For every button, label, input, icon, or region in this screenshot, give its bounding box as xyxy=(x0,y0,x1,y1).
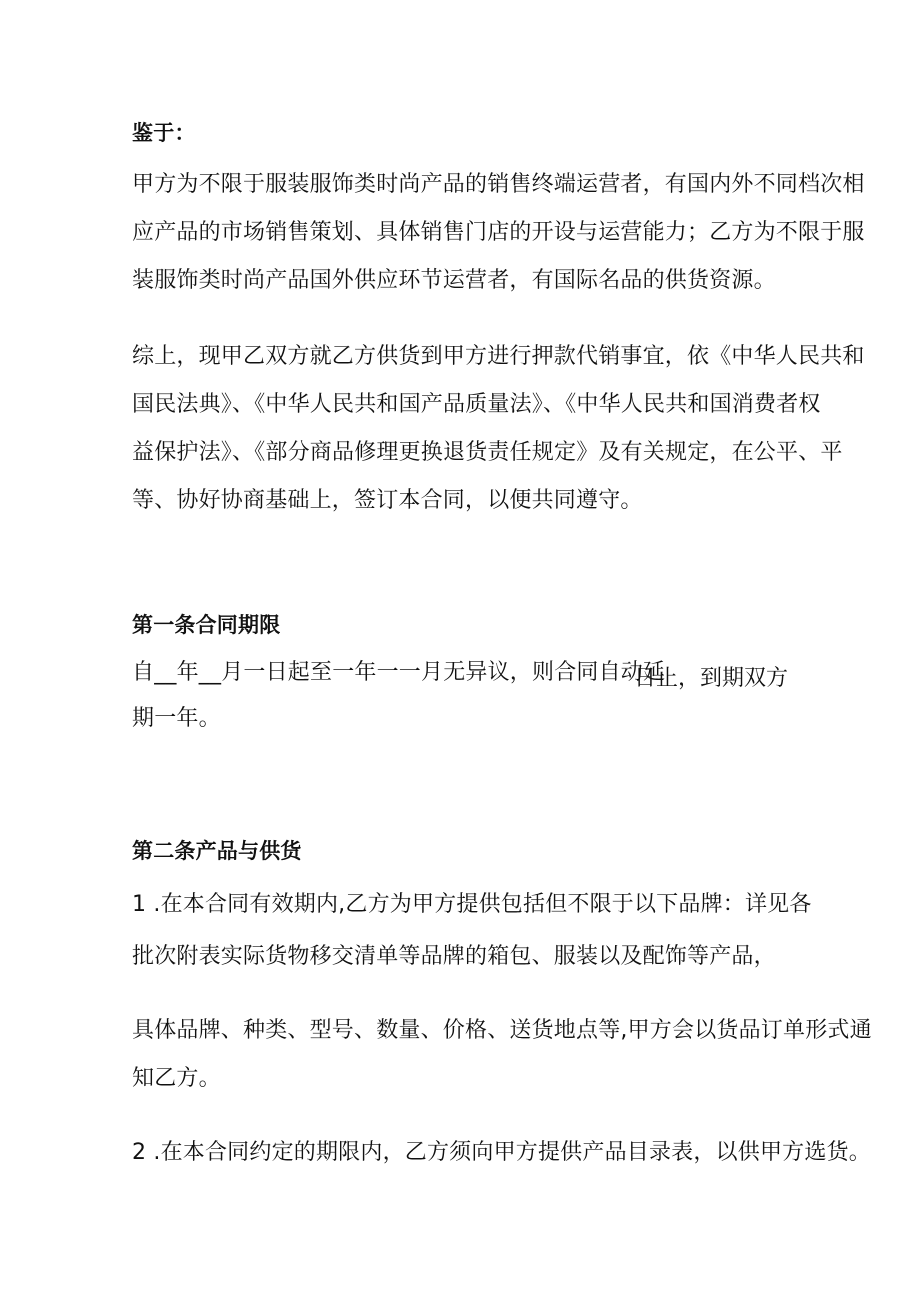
article1-line1-left: 自__年__月一日起至一年一一月无异议，则合同自动延 xyxy=(132,660,666,685)
preamble-para2-line4: 等、协好协商基础上，签订本合同，以便共同遵守。 xyxy=(132,488,643,513)
preamble-para1-line2: 应产品的市场销售策划、具体销售门店的开设与运营能力；乙方为不限于服 xyxy=(132,220,865,245)
preamble-para2-line2: 国民法典》、《中华人民共和国产品质量法》、《中华人民共和国消费者权 xyxy=(132,392,821,417)
article1-line1-right: 日止，到期双方 xyxy=(634,666,789,691)
article1-heading: 第一条合同期限 xyxy=(132,613,281,637)
article2-item1-line1: 1 .在本合同有效期内,乙方为甲方提供包括但不限于以下品牌：详见各 xyxy=(132,892,812,917)
preamble-heading: 鉴于： xyxy=(132,121,196,145)
article2-item2: 2 .在本合同约定的期限内，乙方须向甲方提供产品目录表，以供甲方选货。 xyxy=(132,1140,871,1165)
article2-item1-line4: 知乙方。 xyxy=(132,1066,221,1091)
article2-item1-line3: 具体品牌、种类、型号、数量、价格、送货地点等,甲方会以货品订单形式通 xyxy=(132,1018,872,1043)
preamble-para1-line1: 甲方为不限于服装服饰类时尚产品的销售终端运营者，有国内外不同档次相 xyxy=(132,172,865,197)
article1-line2: 期一年。 xyxy=(132,706,221,731)
preamble-para1-line3: 装服饰类时尚产品国外供应环节运营者，有国际名品的供货资源。 xyxy=(132,268,776,293)
preamble-para2-line1: 综上，现甲乙双方就乙方供货到甲方进行押款代销事宜，依《中华人民共和 xyxy=(132,344,865,369)
preamble-para2-line3: 益保护法》、《部分商品修理更换退货责任规定》及有关规定，在公平、平 xyxy=(132,440,843,465)
article2-heading: 第二条产品与供货 xyxy=(132,839,302,863)
article2-item1-line2: 批次附表实际货物移交清单等品牌的箱包、服装以及配饰等产品， xyxy=(132,944,776,969)
